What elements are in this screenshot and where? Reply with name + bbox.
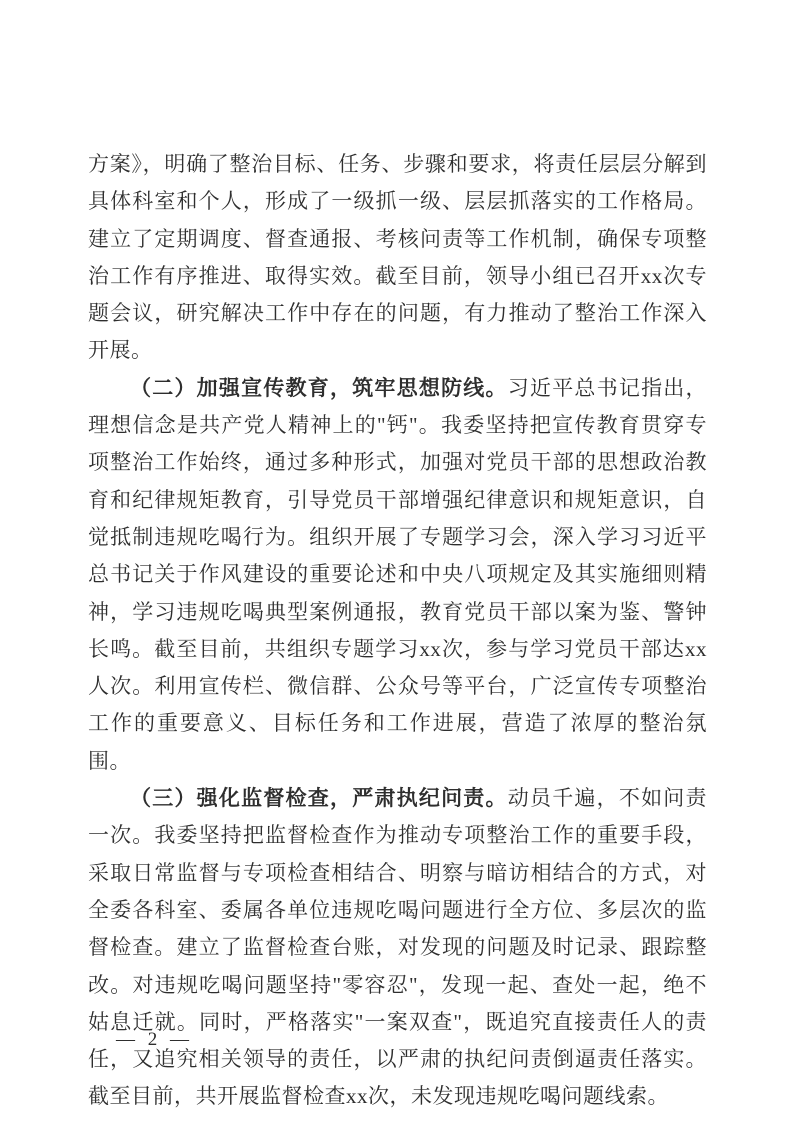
document-body <box>88 146 707 1116</box>
section-heading: （三）强化监督检查，严肃执纪问责。 <box>130 786 508 811</box>
page-number: — 2 — <box>116 1029 193 1050</box>
paragraph-section-3 <box>88 780 707 1116</box>
paragraph-continuation <box>88 146 707 370</box>
paragraph-text: 方案》，明确了整治目标、任务、步骤和要求，将责任层层分解到具体科室和个人，形成了一级抓一级、层层抓落实的工作格局。建立了定期调度、督查通报、考核问责等工作机制，确保专项整治工作有序推进、取得实效。截至目前，领导小组已召开xx次专题会议，研究解决工作中存在的问题，有力推动了整治工作深入开展。 <box>88 152 707 363</box>
paragraph-section-2 <box>88 370 707 780</box>
paragraph-text: 动员千遍，不如问责一次。我委坚持把监督检查作为推动专项整治工作的重要手段，采取日常监督与专项检查相结合、明察与暗访相结合的方式，对全委各科室、委属各单位违规吃喝问题进行全方位、多层次的监督检查。建立了监督检查台账，对发现的问题及时记录、跟踪整改。对违规吃喝问题坚持"零容忍"，发现一起、查处一起，绝不姑息迁就。同时，严格落实"一案双查"，既追究直接责任人的责任，又追究相关领导的责任，以严肃的执纪问责倒逼责任落实。截至目前，共开展监督检查xx次，未发现违规吃喝问题线索。 <box>88 786 708 1109</box>
section-heading: （二）加强宣传教育，筑牢思想防线。 <box>130 375 508 400</box>
paragraph-text: 习近平总书记指出，理想信念是共产党人精神上的"钙"。我委坚持把宣传教育贯穿专项整治工作始终，通过多种形式，加强对党员干部的思想政治教育和纪律规矩教育，引导党员干部增强纪律意识和规矩意识，自觉抵制违规吃喝行为。组织开展了专题学习会，深入学习习近平总书记关于作风建设的重要论述和中央八项规定及其实施细则精神，学习违规吃喝典型案例通报，教育党员干部以案为鉴、警钟长鸣。截至目前，共组织专题学习xx次，参与学习党员干部达xx人次。利用宣传栏、微信群、公众号等平台，广泛宣传专项整治工作的重要意义、目标任务和工作进展，营造了浓厚的整治氛围。 <box>88 375 708 773</box>
